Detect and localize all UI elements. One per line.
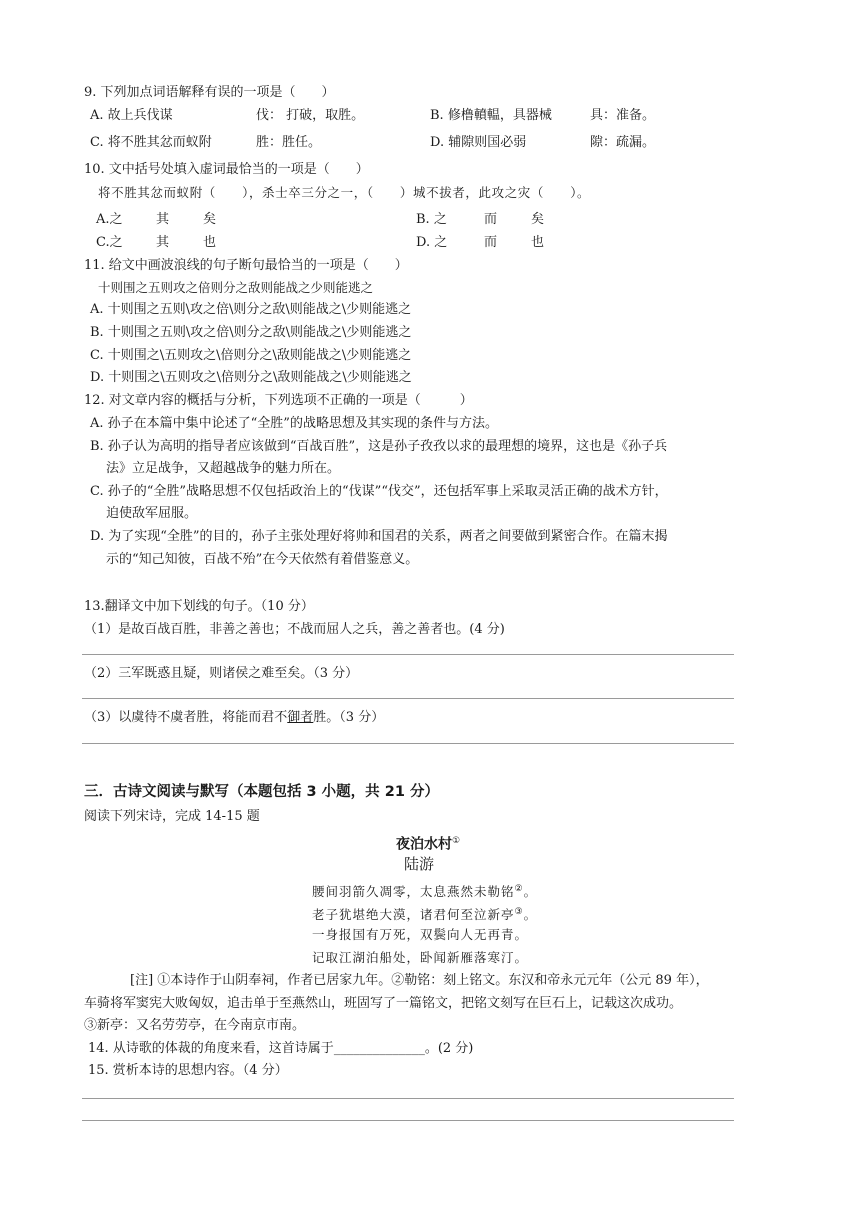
- q12-option-c-line1: C. 孙子的“全胜”战略思想不仅包括政治上的“伐谋”“伐交”，还包括军事上采取灵活正确的战术方针，: [90, 484, 668, 499]
- q9-option-c-explanation: 胜：胜任。: [256, 135, 322, 150]
- q14-stem: [88, 1040, 473, 1058]
- poem-author: 陆游: [404, 855, 435, 873]
- q13-sentence-1: （1）是故百战百胜，非善之善也；不战而屈人之兵，善之善者也。(4 分): [84, 622, 505, 637]
- answer-line: [82, 654, 734, 655]
- q9-option-a: A. 故上兵伐谋: [90, 108, 173, 123]
- poem-line-1-text: 腰间羽箭久凋零，太息燕然未勒铭: [312, 884, 515, 900]
- poem-line-1: [312, 880, 537, 901]
- q10-option-d-1: D. 之: [416, 235, 448, 250]
- q11-option-a: A. 十则围之五则\攻之倍\则分之敌\则能战之\少则能逃之: [90, 302, 412, 317]
- q10-option-a-1: A.之: [96, 212, 123, 227]
- q12-option-b-line1: B. 孙子认为高明的指导者应该做到“百战百胜”，这是孙子孜孜以求的最理想的境界，这也是《孙子兵: [90, 439, 668, 454]
- q14-answer-blank[interactable]: ______________: [333, 1041, 425, 1056]
- q10-option-d-2: 而: [484, 235, 498, 250]
- section-heading: 三．古诗文阅读与默写（本题包括 3 小题，共 21 分）: [84, 784, 439, 800]
- q14-stem-end: 。(2 分): [424, 1041, 474, 1056]
- poem-title-footnote-mark: ①: [452, 836, 461, 846]
- poem-note-line2: 车骑将军窦宪大败匈奴，追击单于至燕然山，班固写了一篇铭文，把铭文刻写在巨石上，记载这次成功。: [84, 996, 683, 1011]
- q10-option-d-3: 也: [531, 235, 545, 250]
- q12-option-a: A. 孙子在本篇中集中论述了“全胜”的战略思想及其实现的条件与方法。: [90, 416, 498, 431]
- poem-line-2: [312, 903, 537, 924]
- answer-line: [82, 1120, 734, 1121]
- q13-sentence-2: （2）三军既惑且疑，则诸侯之难至矣。（3 分）: [84, 666, 359, 681]
- poem-note-line1: [注] ①本诗作于山阴奉祠，作者已居家九年。②勒铭：刻上铭文。东汉和帝永元元年（公元 89 年），: [130, 973, 709, 988]
- poem-line-1-end: 。: [523, 884, 538, 900]
- q11-option-d: D. 十则围之\五则攻之\倍则分之\敌则能战之\少则能逃之: [90, 370, 412, 385]
- q13-sentence-3-post: 胜。（3 分）: [313, 710, 385, 725]
- poem-line-1-mark: ②: [514, 884, 524, 894]
- q13-sentence-3-underlined: 御者: [287, 710, 314, 725]
- q10-stem: 10. 文中括号处填入虚词最恰当的一项是（ ）: [84, 162, 369, 177]
- q9-option-d-explanation: 隙：疏漏。: [590, 135, 656, 150]
- q10-option-b-2: 而: [484, 212, 498, 227]
- q12-option-d-line2: 示的“知己知彼，百战不殆”在今天依然有着借鉴意义。: [106, 552, 419, 567]
- poem-title-text: 夜泊水村: [396, 836, 452, 853]
- answer-line: [82, 743, 734, 744]
- q10-option-a-2: 其: [156, 212, 170, 227]
- poem-title: [396, 832, 460, 854]
- q9-option-d: D. 辅隙则国必弱: [430, 135, 527, 150]
- q10-text: 将不胜其忿而蚁附（ ），杀士卒三分之一，（ ）城不拔者，此攻之灾（ ）。: [98, 185, 591, 200]
- poem-line-2-end: 。: [523, 907, 538, 923]
- q10-option-c-1: C.之: [96, 235, 123, 250]
- q11-option-b: B. 十则围之五则\攻之倍\则分之敌\则能战之\少则能逃之: [90, 325, 412, 340]
- q15-stem: 15. 赏析本诗的思想内容。（4 分）: [88, 1063, 288, 1078]
- q9-option-b-explanation: 具：准备。: [590, 108, 656, 123]
- q11-text: 十则围之五则攻之倍则分之敌则能战之少则能逃之: [98, 280, 374, 295]
- q10-option-b-1: B. 之: [416, 212, 447, 227]
- q9-option-c: C. 将不胜其忿而蚁附: [90, 135, 212, 150]
- q14-stem-text: 14. 从诗歌的体裁的角度来看，这首诗属于: [88, 1041, 334, 1056]
- q12-stem: 12. 对文章内容的概括与分析，下列选项不正确的一项是（ ）: [84, 393, 473, 408]
- q9-option-a-explanation: 伐： 打破，取胜。: [256, 108, 365, 123]
- poem-line-2-mark: ③: [514, 907, 524, 917]
- q10-option-a-3: 矣: [203, 212, 217, 227]
- poem-line-3: 一身报国有万死，双鬓向人无再青。: [312, 927, 529, 942]
- q9-option-b: B. 修橹轒輼，具器械: [430, 108, 552, 123]
- poem-line-2-text: 老子犹堪绝大漠，诸君何至泣新亭: [312, 907, 515, 923]
- q10-option-c-3: 也: [203, 235, 217, 250]
- q13-stem: 13.翻译文中加下划线的句子。（10 分）: [84, 599, 314, 614]
- q10-option-b-3: 矣: [531, 212, 545, 227]
- q12-option-d-line1: D. 为了实现“全胜”的目的，孙子主张处理好将帅和国君的关系，两者之间要做到紧密合作。在篇末揭: [90, 529, 668, 544]
- answer-line: [82, 698, 734, 699]
- poem-line-4: 记取江湖泊船处，卧闻新雁落寒汀。: [312, 950, 529, 965]
- q13-sentence-3: [84, 709, 384, 727]
- q9-stem: 9. 下列加点词语解释有误的一项是（ ）: [84, 85, 335, 100]
- q12-option-b-line2: 法》立足战争，又超越战争的魅力所在。: [106, 461, 341, 476]
- section-intro: 阅读下列宋诗，完成 14-15 题: [84, 809, 260, 824]
- q10-option-c-2: 其: [156, 235, 170, 250]
- q11-option-c: C. 十则围之\五则攻之\倍则分之\敌则能战之\少则能逃之: [90, 348, 412, 363]
- answer-line: [82, 1098, 734, 1099]
- q12-option-c-line2: 迫使敌军屈服。: [106, 506, 198, 521]
- q13-sentence-3-pre: （3）以虞待不虞者胜，将能而君不: [84, 710, 288, 725]
- q11-stem: 11. 给文中画波浪线的句子断句最恰当的一项是（ ）: [84, 258, 408, 273]
- poem-note-line3: ③新亭：又名劳劳亭，在今南京市南。: [84, 1018, 306, 1033]
